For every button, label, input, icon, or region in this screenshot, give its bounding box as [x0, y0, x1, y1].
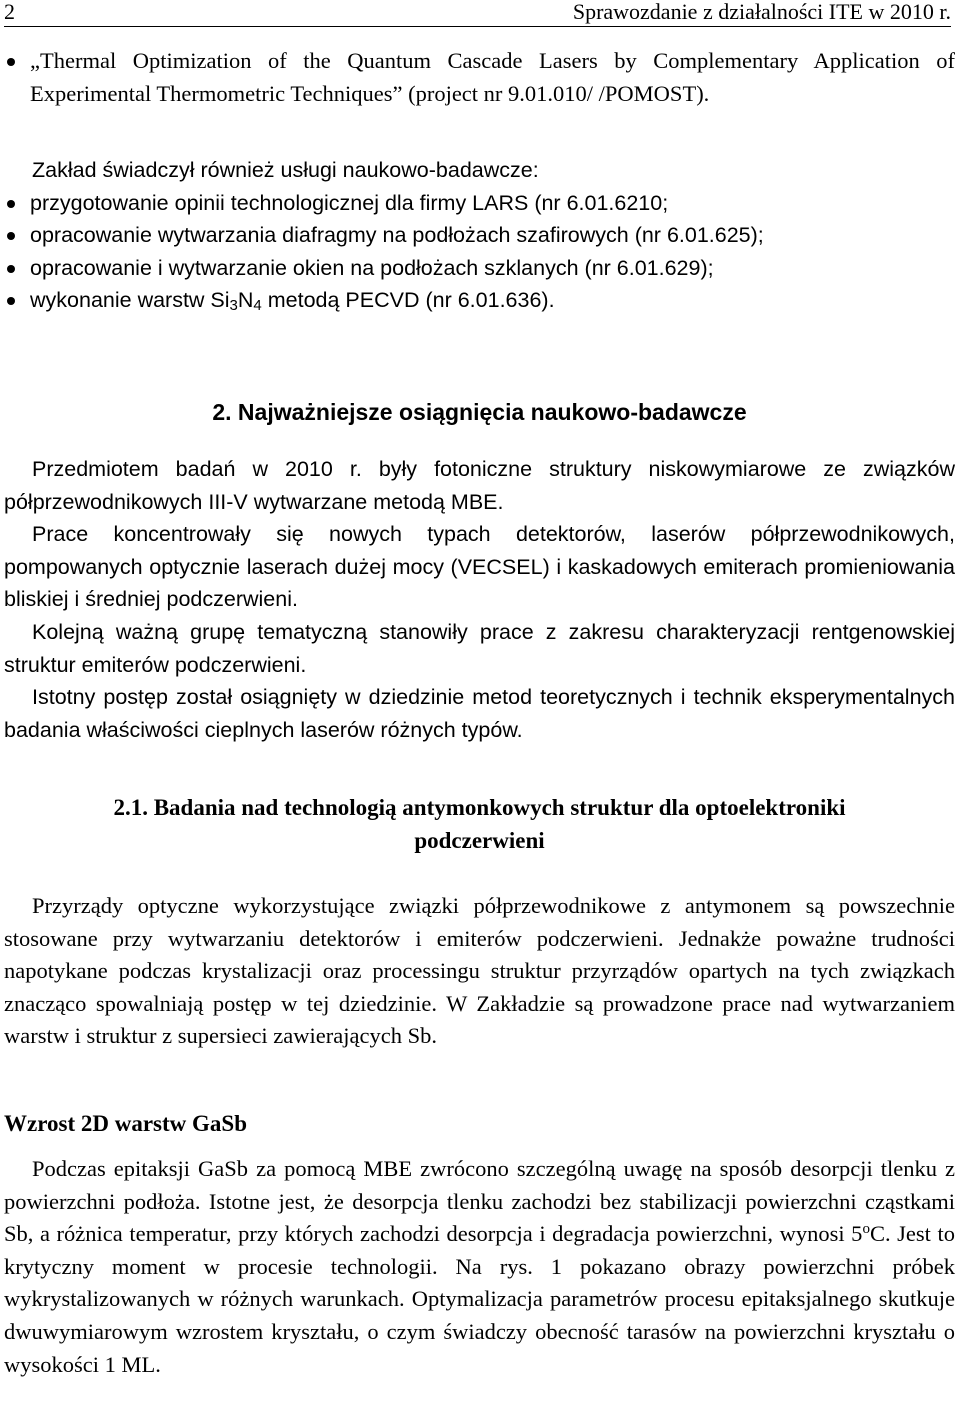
- section-2-body: [4, 453, 955, 746]
- body-paragraph: Istotny postęp został osiągnięty w dziedzinie metod teoretycznych i technik eksperymentalnych badania właściwości cieplnych laserów różnych typów.: [4, 685, 955, 742]
- service-item: opracowanie wytwarzania diafragmy na podłożach szafirowych (nr 6.01.625);: [4, 219, 955, 252]
- services-block: [4, 154, 955, 317]
- body-paragraph: Podczas epitaksji GaSb za pomocą MBE zwrócono szczególną uwagę na sposób desorpcji tlenku z powierzchni podłoża. Istotne jest, że desorpcja tlenku zachodzi bez stabilizacji powierzchni cząstkami Sb, a różnica temperatur, przy których zachodzi desorpcja i degradacja powierzchni, wynosi 5$^o$C. Jest to krytyczny moment w procesie technologii. Na rys. 1 pokazano obrazy powierzchni próbek wykrystalizowanych w różnych warunkach. Optymalizacja parametrów procesu epitaksjalnego skutkuje dwuwymiarowym wzrostem kryształu, o czym świadczy obecność tarasów na powierzchni kryształu o wysokości 1 ML.: [4, 1156, 955, 1377]
- body-paragraph: Przyrządy optyczne wykorzystujące związki półprzewodnikowe z antymonem są powszechnie stosowane przy wytwarzaniu detektorów i emiterów podczerwieni. Jednakże poważne trudności napotykane podczas krystalizacji oraz processingu struktur przyrządów opartych na tych związkach znacząco spowalniają postęp w tej dziedzinie. W Zakładzie są prowadzone prace nad wytwarzaniem warstw i struktur z supersieci zawierających Sb.: [4, 893, 955, 1049]
- body-paragraph: Kolejną ważną grupę tematyczną stanowiły prace z zakresu charakteryzacji rentgenowskiej struktur emiterów podczerwieni.: [4, 619, 955, 677]
- subsection-body: [4, 1153, 955, 1381]
- services-list: [4, 187, 955, 317]
- section-2-1-body: [4, 890, 955, 1053]
- service-item: wykonanie warstw $Si_3N_4$ metodą PECVD (nr 6.01.636).: [4, 284, 955, 317]
- section-2-1-heading: [4, 792, 955, 857]
- project-list: [4, 45, 955, 110]
- service-item: przygotowanie opinii technologicznej dla firmy LARS (nr 6.01.6210;: [4, 187, 955, 220]
- section-2-heading: 2. Najważniejsze osiągnięcia naukowo-badawcze: [212, 399, 747, 425]
- services-intro: Zakład świadczył również usługi naukowo-badawcze:: [32, 158, 539, 182]
- heading-line: 2.1. Badania nad technologią antymonkowych struktur dla optoelektroniki: [113, 795, 846, 820]
- service-item: opracowanie i wytwarzanie okien na podłożach szklanych (nr 6.01.629);: [4, 252, 955, 285]
- heading-line: podczerwieni: [414, 827, 545, 853]
- project-item: „Thermal Optimization of the Quantum Cascade Lasers by Complementary Application of Experimental Thermometric Techniques” (project nr 9.01.010/ /POMOST).: [4, 45, 955, 110]
- body-paragraph: Przedmiotem badań w 2010 r. były fotoniczne struktury niskowymiarowe ze związków półprzewodnikowych III-V wytwarzane metodą MBE.: [4, 457, 955, 514]
- subsection-heading: Wzrost 2D warstw GaSb: [4, 1111, 247, 1136]
- running-header: [4, 0, 951, 27]
- page-number: 2: [4, 0, 15, 24]
- body-paragraph: Prace koncentrowały się nowych typach detektorów, laserów półprzewodnikowych, pompowanych optycznie laserach dużej mocy (VECSEL) i kaskadowych emiterach promieniowania bliskiej i średniej podczerwieni.: [4, 522, 955, 612]
- running-title: Sprawozdanie z działalności ITE w 2010 r.: [572, 0, 951, 24]
